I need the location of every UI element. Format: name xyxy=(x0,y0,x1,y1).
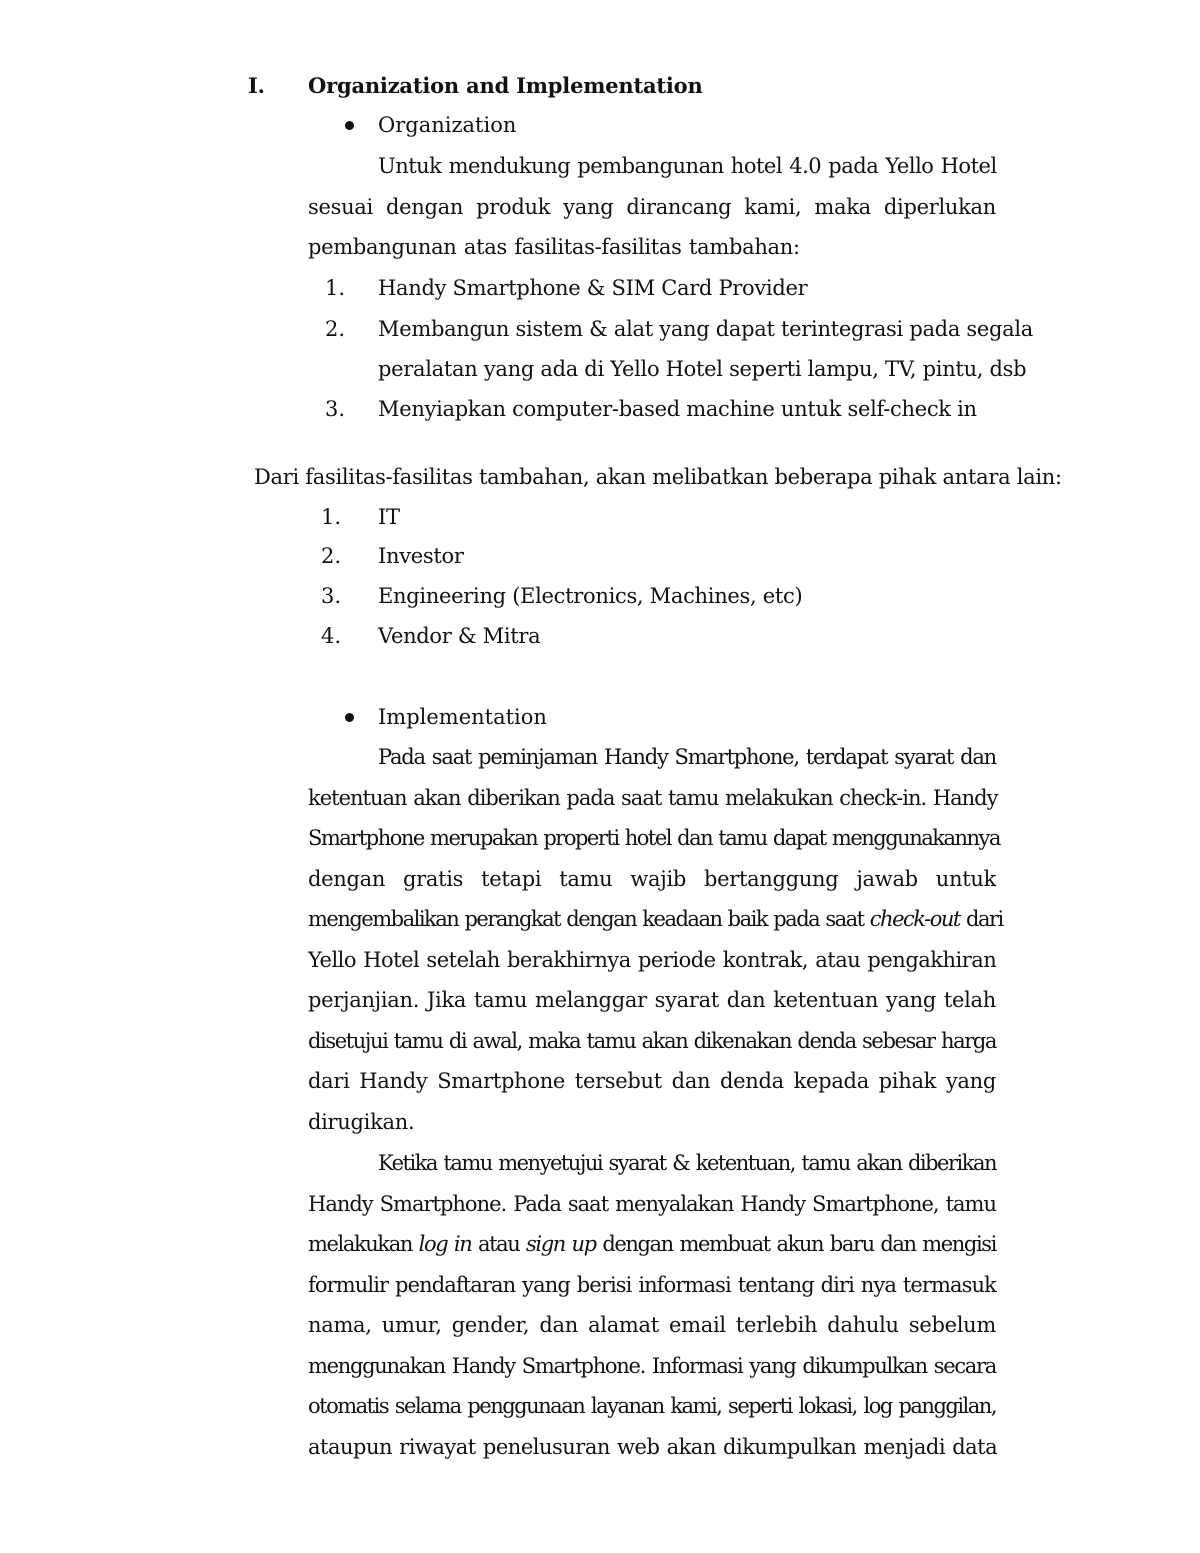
paragraph-line: otomatis selama penggunaan layanan kami, seperti lokasi, log panggilan, xyxy=(308,1394,996,1418)
paragraph-line xyxy=(308,1224,996,1265)
organization-label: Organization xyxy=(378,113,517,137)
list-item: Investor xyxy=(378,544,464,568)
paragraph-line: dari Handy Smartphone tersebut dan denda kepada pihak yang xyxy=(308,1069,996,1093)
paragraph-line: formulir pendaftaran yang berisi informasi tentang diri nya termasuk xyxy=(308,1272,996,1297)
section-title: Organization and Implementation xyxy=(308,73,703,98)
text-run: melakukan xyxy=(308,1232,419,1256)
list-number: 2. xyxy=(321,544,342,568)
paragraph-line: menggunakan Handy Smartphone. Informasi yang dikumpulkan secara xyxy=(308,1353,996,1378)
list-item: Menyiapkan computer-based machine untuk self-check in xyxy=(378,397,977,421)
paragraph-line: ketentuan akan diberikan pada saat tamu melakukan check-in. Handy xyxy=(308,785,998,810)
list-item: Handy Smartphone & SIM Card Provider xyxy=(378,276,808,300)
paragraph-line: ataupun riwayat penelusuran web akan dikumpulkan menjadi data xyxy=(308,1434,998,1459)
paragraph-line: disetujui tamu di awal, maka tamu akan dikenakan denda sebesar harga xyxy=(308,1028,996,1053)
list-item: Engineering (Electronics, Machines, etc) xyxy=(378,584,803,608)
text-run: dengan membuat akun baru dan mengisi xyxy=(595,1232,996,1256)
paragraph-line: nama, umur, gender, dan alamat email terlebih dahulu sebelum xyxy=(308,1313,996,1337)
bullet-icon xyxy=(345,713,354,722)
list-number: 3. xyxy=(325,397,346,421)
italic-term: log in xyxy=(418,1232,472,1256)
paragraph-line: dirugikan. xyxy=(308,1109,415,1134)
implementation-label: Implementation xyxy=(378,705,547,729)
implementation-paragraph-1 xyxy=(308,737,1003,1142)
bullet-icon xyxy=(345,121,354,130)
list-number: 4. xyxy=(321,624,342,648)
paragraph-line: Pada saat peminjaman Handy Smartphone, terdapat syarat dan xyxy=(378,745,996,769)
italic-term: sign up xyxy=(526,1232,596,1256)
paragraph-line: Yello Hotel setelah berakhirnya periode kontrak, atau pengakhiran xyxy=(308,947,997,972)
list-item: Vendor & Mitra xyxy=(378,624,541,648)
paragraph-line: sesuai dengan produk yang dirancang kami, maka diperlukan xyxy=(308,194,996,219)
paragraph-line: dengan gratis tetapi tamu wajib bertanggung jawab untuk xyxy=(308,866,996,891)
text-run: atau xyxy=(471,1232,527,1256)
paragraph-line: Handy Smartphone. Pada saat menyalakan Handy Smartphone, tamu xyxy=(308,1191,996,1216)
list-item: IT xyxy=(378,505,400,529)
section-number: I. xyxy=(248,73,265,98)
text-run: mengembalikan perangkat dengan keadaan baik pada saat xyxy=(308,907,870,931)
list-item-continuation: peralatan yang ada di Yello Hotel seperti lampu, TV, pintu, dsb xyxy=(378,357,1027,381)
list-item: Membangun sistem & alat yang dapat terintegrasi pada segala xyxy=(378,317,1034,341)
paragraph-line: Ketika tamu menyetujui syarat & ketentuan, tamu akan diberikan xyxy=(378,1151,996,1175)
paragraph-line: perjanjian. Jika tamu melanggar syarat dan ketentuan yang telah xyxy=(308,988,996,1012)
list-number: 1. xyxy=(321,505,342,529)
text-run: dari xyxy=(959,907,1003,931)
list-number: 1. xyxy=(325,276,346,300)
implementation-paragraph-2 xyxy=(308,1143,996,1467)
paragraph-line: pembangunan atas fasilitas-fasilitas tambahan: xyxy=(308,235,800,259)
italic-term: check-out xyxy=(869,907,960,931)
parties-intro: Dari fasilitas-fasilitas tambahan, akan melibatkan beberapa pihak antara lain: xyxy=(254,465,1062,489)
list-number: 2. xyxy=(325,317,346,341)
list-number: 3. xyxy=(321,584,342,608)
paragraph-line: Untuk mendukung pembangunan hotel 4.0 pada Yello Hotel xyxy=(378,154,997,178)
organization-intro xyxy=(308,146,996,268)
paragraph-line: Smartphone merupakan properti hotel dan tamu dapat menggunakannya xyxy=(308,826,1000,850)
paragraph-line xyxy=(308,899,1003,940)
